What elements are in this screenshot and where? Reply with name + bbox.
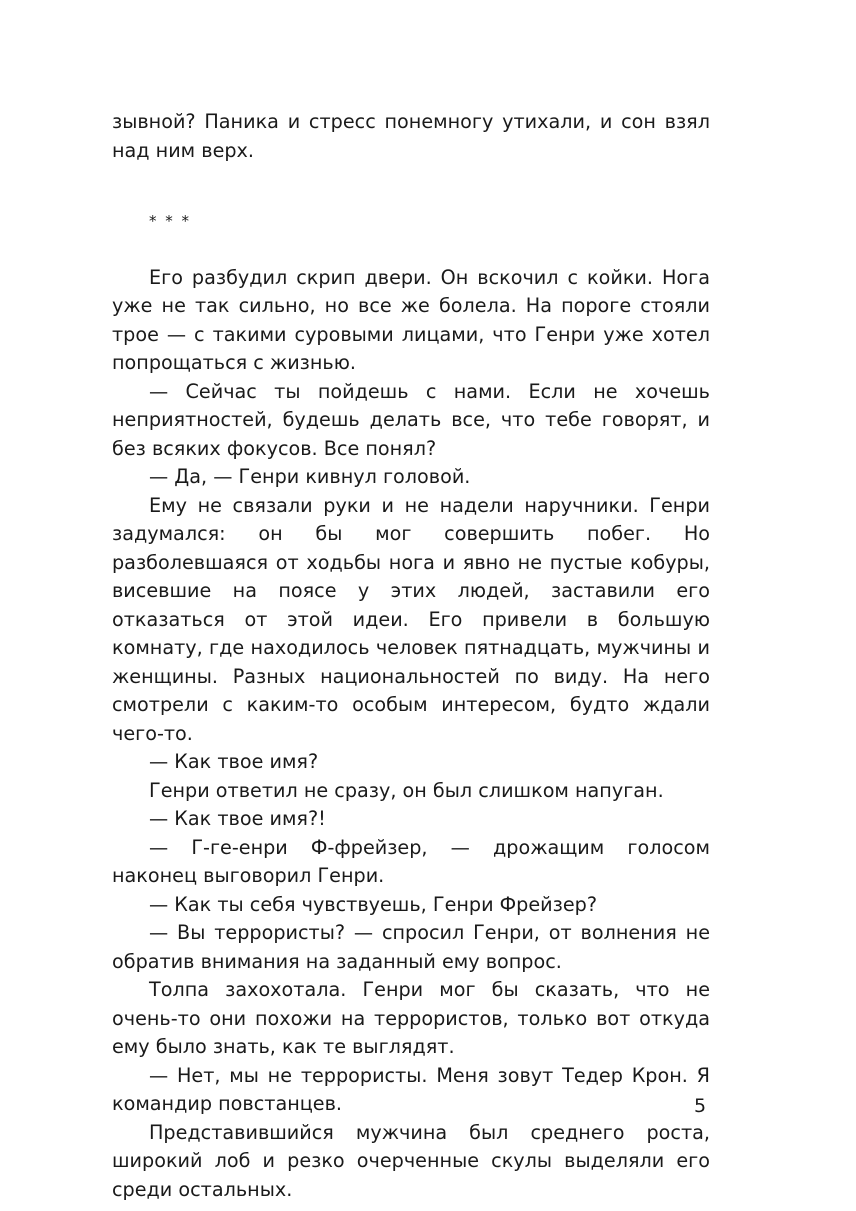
dialogue-paragraph: — Сейчас ты пойдешь с нами. Если не хочешь неприятностей, будешь делать все, что тебе говорят, и без всяких фокусов. Все понял?	[112, 379, 710, 460]
paragraph: Представившийся мужчина был среднего роста, широкий лоб и резко очерченные скулы выделяли его среди остальных.	[112, 1120, 710, 1201]
paragraph: Толпа захохотала. Генри мог бы сказать, что не очень-то они похожи на террористов, только вот откуда ему было знать, как те выглядят.	[112, 978, 710, 1058]
paragraph: Ему не связали руки и не надели наручники. Генри задумался: он бы мог совершить побег. Но разболевшаяся от ходьбы нога и явно не пустые кобуры, висевшие на поясе у этих людей, заставили его отказаться от этой идеи. Его привели в большую комнату, где находилось человек пятнадцать, мужчины и женщины. Разных национальностей по виду. На него смотрели с каким-то особым интересом, будто ждали чего-то.	[112, 493, 710, 745]
opening-paragraph: зывной? Паника и стресс понемногу утихали, и сон взял над ним верх.	[112, 110, 710, 162]
spacer	[112, 165, 710, 207]
dialogue-paragraph: — Г-ге-енри Ф-фрейзер, — дрожащим голосом наконец выговорил Генри.	[112, 835, 710, 887]
dialogue-paragraph: — Как твое имя?!	[149, 807, 326, 830]
page-number: 5	[694, 1095, 707, 1117]
dialogue-paragraph: — Да, — Генри кивнул головой.	[149, 465, 471, 488]
paragraph: Генри ответил не сразу, он был слишком напуган.	[149, 778, 664, 802]
page-body-text	[112, 108, 710, 1204]
section-separator: * * *	[149, 212, 192, 230]
dialogue-paragraph: — Вы террористы? — спросил Генри, от волнения не обратив внимания на заданный ему вопрос.	[112, 921, 710, 973]
dialogue-paragraph: — Как ты себя чувствуешь, Генри Фрейзер?	[149, 892, 598, 916]
dialogue-paragraph: — Нет, мы не террористы. Меня зовут Тедер Крон. Я командир повстанцев.	[112, 1063, 710, 1115]
dialogue-paragraph: — Как твое имя?	[149, 750, 319, 773]
spacer	[112, 236, 710, 264]
paragraph: Его разбудил скрип двери. Он вскочил с койки. Нога уже не так сильно, но все же болела. На пороге стояли трое — с такими суровыми лицами, что Генри уже хотел попрощаться с жизнью.	[112, 265, 710, 374]
